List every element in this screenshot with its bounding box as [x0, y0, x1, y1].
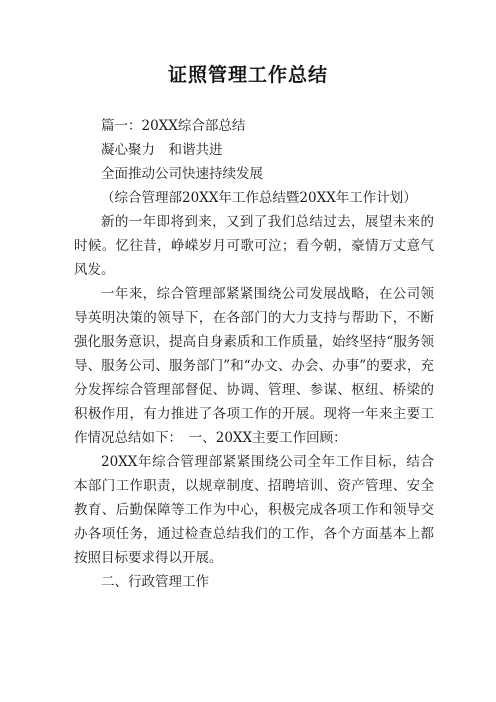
- paragraph-note: （综合管理部20XX年工作总结暨20XX年工作计划）: [101, 190, 417, 206]
- paragraph-subtitle: 全面推动公司快速持续发展: [101, 166, 263, 182]
- paragraph-review: 20XX年综合管理部紧紧围绕公司全年工作目标，结合本部门工作职责，以规章制度、招聘培训、资产管理、安全教育、后勤保障等工作为中心，积极完成各项工作和领导交办各项任务，通过检查总结我们的工作，各个方面基本上都按照目标要求得以开展。: [74, 454, 434, 566]
- document-title: 证照管理工作总结: [167, 64, 328, 86]
- paragraph-intro: 新的一年即将到来，又到了我们总结过去，展望未来的时候。忆往昔，峥嵘岁月可歌可泣；看今朝，豪情万丈意气风发。: [74, 214, 434, 278]
- paragraph-section-2: 二、行政管理工作: [101, 574, 209, 590]
- paragraph-overview: 一年来，综合管理部紧紧围绕公司发展战略，在公司领导英明决策的领导下，在各部门的大力支持与帮助下，不断强化服务意识，提高自身素质和工作质量，始终坚持“服务领导、服务公司、服务部门”和“办文、办会、办事”的要求，充分发挥综合管理部督促、协调、管理、参谋、枢纽、桥梁的积极作用，有力推进了各项工作的开展。现将一年来主要工作情况总结如下： 一、20XX主要工作回顾：: [74, 286, 434, 446]
- paragraph-heading-1: 篇一：20XX综合部总结: [101, 118, 246, 134]
- document-body: [74, 114, 434, 594]
- paragraph-slogan: 凝心聚力 和谐共进: [101, 142, 223, 158]
